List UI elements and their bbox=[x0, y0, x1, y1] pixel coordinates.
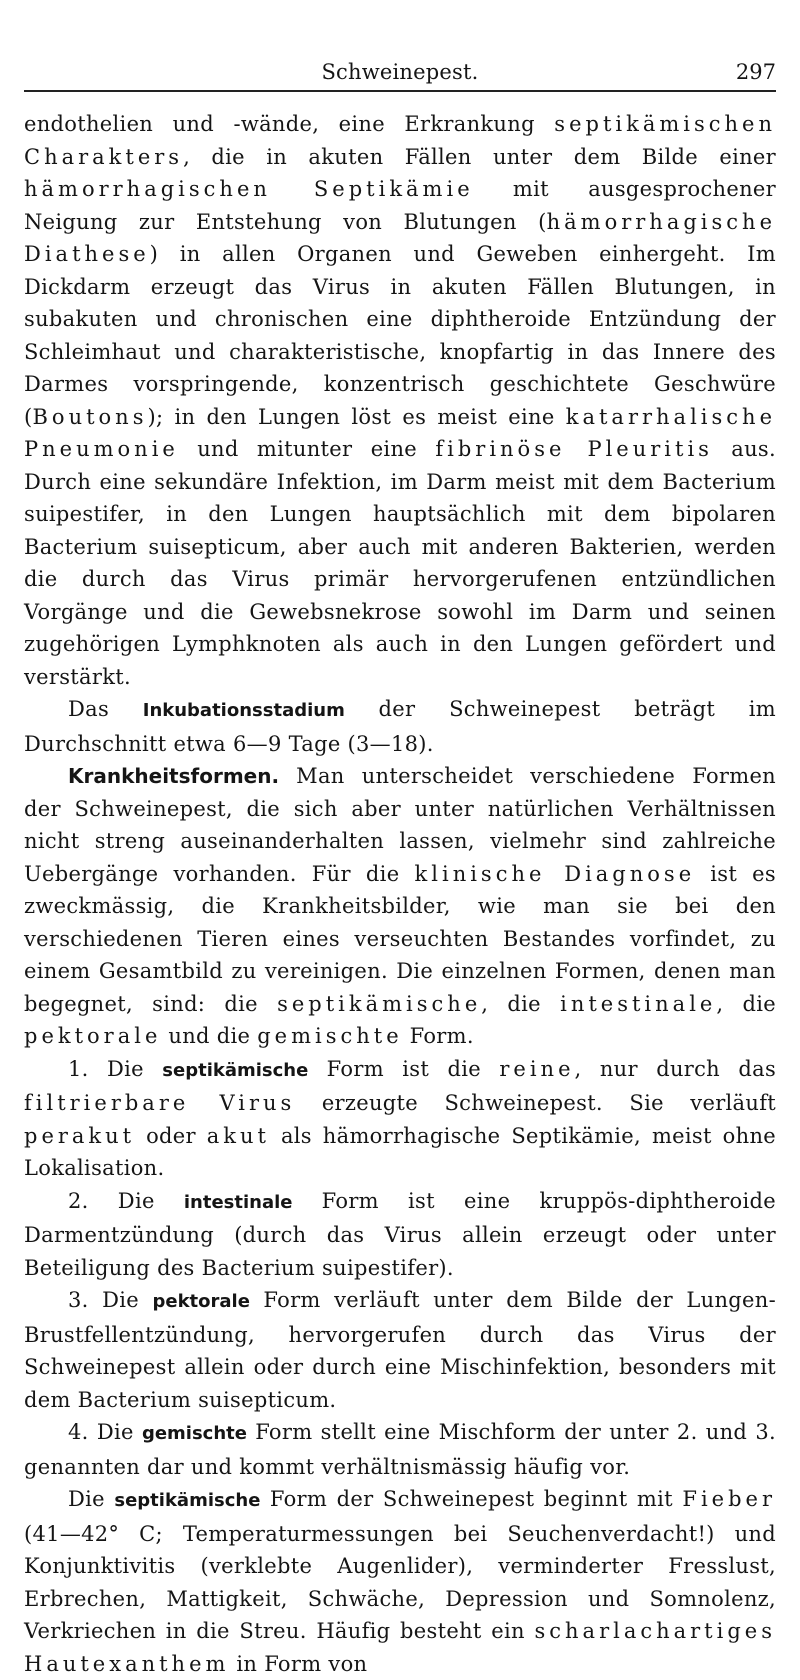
spaced-emphasis: hämorrhagischen Septikämie bbox=[24, 177, 474, 201]
text-run: Das bbox=[68, 697, 143, 721]
text-run: erzeugte Schweinepest. Sie verläuft bbox=[295, 1091, 777, 1115]
spaced-emphasis: hämorrhagische Diathese bbox=[24, 209, 776, 266]
paragraph-disease-forms bbox=[24, 760, 776, 1053]
text-run: und mitunter eine bbox=[178, 437, 436, 461]
text-run: als hämorrhagische Septikämie, meist ohne Lokalisation. bbox=[24, 1123, 777, 1180]
text-run: Form verläuft unter dem Bilde der Lungen-Brustfellentzündung, hervorgerufen durch das Virus der Schweinepest allein oder durch eine Mischinfektion, besonders mit dem Bacterium suisepticum. bbox=[24, 1288, 776, 1412]
text-run: mit ausgesprochener Neigung zur Entstehung von Blutungen ( bbox=[24, 177, 776, 234]
running-title: Schweinepest. bbox=[321, 60, 479, 84]
text-run: ); in den Lungen löst es meist eine bbox=[147, 404, 566, 429]
spaced-emphasis: filtrierbare Virus bbox=[24, 1091, 296, 1115]
text-run: aus. Durch eine sekundäre Infektion, im Darm meist mit dem Bacterium suipestifer, in den Lungen hauptsächlich mit dem bipolaren Bacterium suisepticum, aber auch mit anderen Bakterien, werden die durch das Virus primär hervorgerufenen entzündlichen Vorgänge und die Gewebsnekrose sowohl im Darm und seinen zugehörigen Lymphknoten als auch in den Lungen gefördert und verstärkt. bbox=[24, 437, 776, 689]
text-run: oder bbox=[135, 1123, 207, 1148]
text-run: Form stellt eine Mischform der unter 2. und 3. genannten dar und kommt verhältnismässig häufig vor. bbox=[24, 1420, 777, 1479]
running-head bbox=[24, 52, 776, 94]
paragraph-incubation bbox=[24, 693, 776, 760]
body-text bbox=[24, 108, 776, 1680]
text-run: Form. bbox=[402, 1024, 474, 1048]
bold-term: gemischte bbox=[141, 1423, 247, 1444]
list-item-4-mixed-form bbox=[24, 1416, 776, 1483]
spaced-emphasis: reine bbox=[499, 1056, 575, 1081]
spaced-emphasis: Fieber bbox=[682, 1487, 776, 1511]
text-run: ist es zweckmässig, die Krankheitsbilder, wie man sie bei den verschiedenen Tieren eines verseuchten Bestandes vorfindet, zu einem Gesamtbild zu vereinigen. Die einzelnen Formen, denen man begegnet, sind: die bbox=[24, 861, 776, 1016]
text-run: 4. Die bbox=[68, 1420, 142, 1444]
bold-term: septikämische bbox=[162, 1059, 309, 1081]
spaced-emphasis: Boutons bbox=[32, 404, 148, 429]
text-run: endothelien und -wände, eine Erkrankung bbox=[24, 112, 555, 136]
text-run: Form der Schweinepest beginnt mit bbox=[260, 1487, 683, 1511]
text-run: , die in akuten Fällen unter dem Bilde einer bbox=[183, 144, 776, 169]
spaced-emphasis: fibrinöse Pleuritis bbox=[435, 437, 713, 461]
spaced-emphasis: perakut bbox=[24, 1123, 136, 1148]
text-run: , nur durch das bbox=[574, 1056, 777, 1081]
text-run: 2. Die bbox=[68, 1188, 184, 1213]
spaced-emphasis: scharlachartiges Hautexanthem bbox=[24, 1619, 776, 1676]
text-run: der Schweinepest beträgt im Durchschnitt etwa 6—9 Tage (3—18). bbox=[24, 697, 776, 756]
text-run: in Form von bbox=[229, 1651, 368, 1676]
spaced-emphasis: akut bbox=[206, 1123, 270, 1148]
spaced-emphasis: septikämischen Charakters bbox=[24, 112, 776, 169]
spaced-emphasis: septikämische bbox=[277, 991, 482, 1016]
text-run: Form ist eine kruppös-diphtheroide Darmentzündung (durch das Virus allein erzeugt oder unter Beteiligung des Bacterium suipestifer). bbox=[24, 1188, 776, 1280]
text-run: (41—42° C; Temperaturmessungen bei Seuchenverdacht!) und Konjunktivitis (verklebte Augenlider), verminderter Fresslust, Erbrechen, Mattigkeit, Schwäche, Depression und Somnolenz, Verkriechen in die Streu. Häufig besteht ein bbox=[24, 1521, 776, 1643]
section-heading: Krankheitsformen. bbox=[68, 764, 280, 788]
paragraph-septikaemie-definition bbox=[24, 108, 776, 693]
text-run: Die bbox=[68, 1487, 115, 1511]
list-item-2-intestinal-form bbox=[24, 1185, 776, 1285]
spaced-emphasis: katarrhalische Pneumonie bbox=[24, 404, 776, 461]
text-run: ) in allen Organen und Geweben einhergeht. Im Dickdarm erzeugt das Virus in akuten Fällen Blutungen, in subakuten und chronischen eine diphtheroide Entzündung der Schleimhaut und charakteristische, knopfartig in das Innere des Darmes vorspringende, konzentrisch geschichtete Geschwüre ( bbox=[24, 242, 776, 429]
text-run: Form ist die bbox=[308, 1056, 500, 1081]
text-run: Man unterscheidet verschiedene Formen der Schweinepest, die sich aber unter natürlichen Verhältnissen nicht streng auseinanderhalten lassen, vielmehr sind zahlreiche Uebergänge vorhanden. Für die bbox=[24, 764, 776, 886]
spaced-emphasis: klinische Diagnose bbox=[414, 861, 696, 886]
paragraph-septic-form-symptoms bbox=[24, 1483, 776, 1680]
text-run: 1. Die bbox=[68, 1056, 163, 1081]
bold-term: intestinale bbox=[183, 1191, 293, 1213]
bold-term: Inkubationsstadium bbox=[142, 700, 345, 721]
bold-term: pektorale bbox=[152, 1291, 250, 1312]
spaced-emphasis: pektorale bbox=[24, 1024, 162, 1048]
spaced-emphasis: intestinale bbox=[560, 991, 717, 1016]
header-rule bbox=[24, 90, 776, 92]
spaced-emphasis: gemischte bbox=[257, 1024, 403, 1048]
text-run: , die bbox=[716, 991, 777, 1016]
text-run: und die bbox=[161, 1024, 258, 1048]
page-number: 297 bbox=[735, 60, 776, 84]
bold-term: septikämische bbox=[114, 1490, 261, 1511]
list-item-1-septic-form bbox=[24, 1053, 776, 1185]
text-run: , die bbox=[481, 991, 561, 1016]
text-run: 3. Die bbox=[68, 1288, 153, 1312]
list-item-3-pectoral-form bbox=[24, 1284, 776, 1416]
